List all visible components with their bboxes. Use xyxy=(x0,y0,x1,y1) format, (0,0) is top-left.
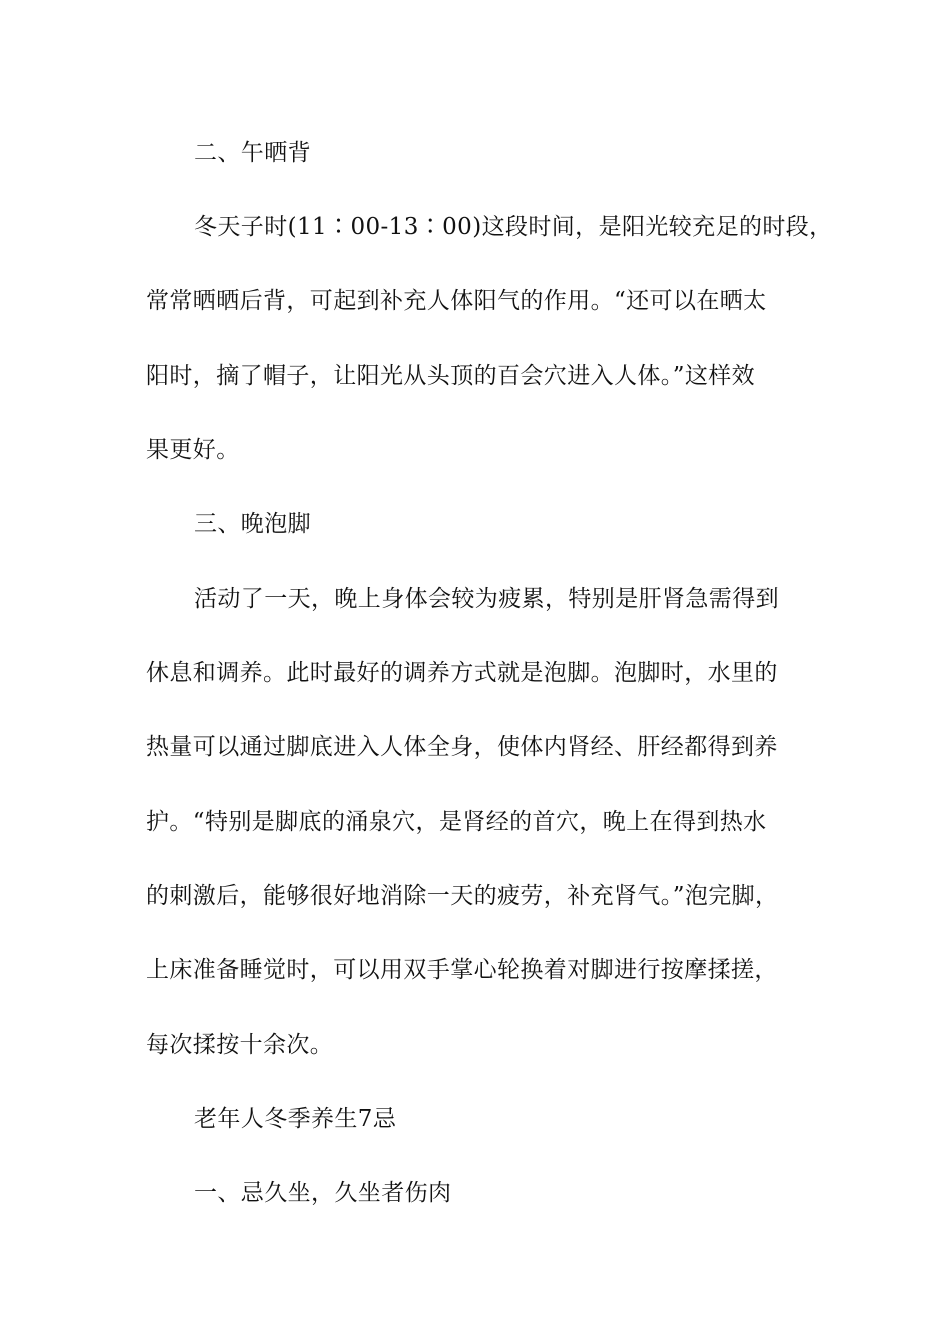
section-heading-avoid-prolonged-sitting: 一、忌久坐，久坐者伤肉 xyxy=(194,1180,452,1206)
paragraph-line: 护。“特别是脚底的涌泉穴，是肾经的首穴，晚上在得到热水 xyxy=(146,809,767,835)
paragraph-line: 的刺激后，能够很好地消除一天的疲劳，补充肾气。”泡完脚， xyxy=(146,883,779,909)
paragraph-line: 热量可以通过脚底进入人体全身，使体内肾经、肝经都得到养 xyxy=(146,734,778,760)
paragraph-line: 常常晒晒后背，可起到补充人体阳气的作用。“还可以在晒太 xyxy=(146,288,767,314)
paragraph-line: 上床准备睡觉时，可以用双手掌心轮换着对脚进行按摩揉搓， xyxy=(146,957,778,983)
paragraph-line: 冬天子时(11∶00-13∶00)这段时间，是阳光较充足的时段， xyxy=(194,214,833,240)
paragraph-line: 休息和调养。此时最好的调养方式就是泡脚。泡脚时，水里的 xyxy=(146,660,778,686)
paragraph-line: 活动了一天，晚上身体会较为疲累，特别是肝肾急需得到 xyxy=(194,586,779,612)
section-heading-evening-foot-soak: 三、晚泡脚 xyxy=(194,511,311,537)
section-title-elderly-winter-taboos: 老年人冬季养生7忌 xyxy=(194,1106,397,1132)
paragraph-line: 果更好。 xyxy=(146,437,240,463)
paragraph-line: 每次揉按十余次。 xyxy=(146,1032,334,1058)
section-heading-noon-sunbathing: 二、午晒背 xyxy=(194,140,311,166)
paragraph-line: 阳时，摘了帽子，让阳光从头顶的百会穴进入人体。”这样效 xyxy=(146,363,756,389)
